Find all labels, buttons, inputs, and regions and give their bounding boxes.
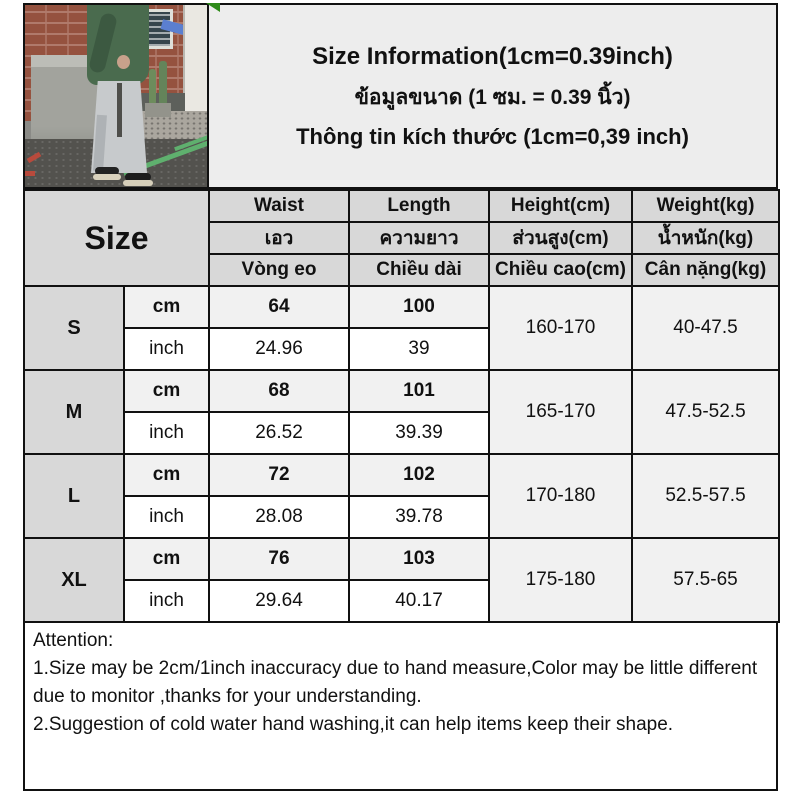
table-row-xl-cm xyxy=(24,538,779,580)
weight-range-s: 40-47.5 xyxy=(632,286,779,370)
waist-inch-m: 26.52 xyxy=(209,412,349,454)
content-area xyxy=(23,3,778,791)
photo-cactus-2 xyxy=(159,61,167,105)
length-cm-m: 101 xyxy=(349,370,489,412)
waist-cm-m: 68 xyxy=(209,370,349,412)
col-header-weight-th: น้ำหนัก(kg) xyxy=(632,222,779,254)
length-cm-s: 100 xyxy=(349,286,489,328)
col-header-waist-vi: Vòng eo xyxy=(209,254,349,286)
page-title: Size Information(1cm=0.39inch) xyxy=(312,42,673,70)
size-label-l: L xyxy=(24,454,124,538)
weight-range-xl: 57.5-65 xyxy=(632,538,779,622)
col-header-waist-th: เอว xyxy=(209,222,349,254)
photo-curb-mark-2 xyxy=(25,171,35,176)
unit-cell: cm xyxy=(124,454,209,496)
weight-range-m: 47.5-52.5 xyxy=(632,370,779,454)
length-inch-m: 39.39 xyxy=(349,412,489,454)
col-header-length-vi: Chiều dài xyxy=(349,254,489,286)
length-cm-xl: 103 xyxy=(349,538,489,580)
waist-cm-l: 72 xyxy=(209,454,349,496)
waist-inch-l: 28.08 xyxy=(209,496,349,538)
photo-person-hand xyxy=(117,55,130,69)
height-range-l: 170-180 xyxy=(489,454,632,538)
length-inch-l: 39.78 xyxy=(349,496,489,538)
waist-cm-s: 64 xyxy=(209,286,349,328)
col-header-waist: Waist xyxy=(209,190,349,222)
size-corner-header: Size xyxy=(24,190,209,286)
header-row-en xyxy=(24,190,779,222)
size-label-s: S xyxy=(24,286,124,370)
weight-range-l: 52.5-57.5 xyxy=(632,454,779,538)
height-range-xl: 175-180 xyxy=(489,538,632,622)
size-label-xl: XL xyxy=(24,538,124,622)
col-header-weight: Weight(kg) xyxy=(632,190,779,222)
top-section xyxy=(23,3,778,189)
unit-cell: cm xyxy=(124,286,209,328)
title-panel xyxy=(209,3,778,189)
green-corner-accent xyxy=(206,3,220,12)
unit-cell: inch xyxy=(124,496,209,538)
col-header-length: Length xyxy=(349,190,489,222)
attention-heading: Attention: xyxy=(33,630,114,651)
waist-inch-s: 24.96 xyxy=(209,328,349,370)
table-row-m-cm xyxy=(24,370,779,412)
waist-cm-xl: 76 xyxy=(209,538,349,580)
page-title-vietnamese: Thông tin kích thước (1cm=0,39 inch) xyxy=(296,123,689,149)
unit-cell: inch xyxy=(124,412,209,454)
unit-cell: inch xyxy=(124,580,209,622)
col-header-weight-vi: Cân nặng(kg) xyxy=(632,254,779,286)
height-range-m: 165-170 xyxy=(489,370,632,454)
col-header-height-vi: Chiều cao(cm) xyxy=(489,254,632,286)
waist-inch-xl: 29.64 xyxy=(209,580,349,622)
table-row-s-cm xyxy=(24,286,779,328)
size-table xyxy=(23,189,780,623)
height-range-s: 160-170 xyxy=(489,286,632,370)
length-inch-xl: 40.17 xyxy=(349,580,489,622)
length-cm-l: 102 xyxy=(349,454,489,496)
photo-shoe-sole-left xyxy=(93,174,121,180)
attention-box xyxy=(23,623,778,791)
photo-plant-pot xyxy=(145,103,171,117)
unit-cell: inch xyxy=(124,328,209,370)
unit-cell: cm xyxy=(124,538,209,580)
size-label-m: M xyxy=(24,370,124,454)
col-header-height: Height(cm) xyxy=(489,190,632,222)
length-inch-s: 39 xyxy=(349,328,489,370)
photo-cactus xyxy=(149,69,156,105)
table-row-l-cm xyxy=(24,454,779,496)
unit-cell: cm xyxy=(124,370,209,412)
col-header-length-th: ความยาว xyxy=(349,222,489,254)
product-photo xyxy=(23,3,209,189)
photo-pants-drawstring xyxy=(117,83,122,137)
attention-note-2: 2.Suggestion of cold water hand washing,it can help items keep their shape. xyxy=(33,714,674,735)
attention-note-1: 1.Size may be 2cm/1inch inaccuracy due to hand measure,Color may be little different due to monitor ,thanks for your understanding. xyxy=(33,658,758,707)
photo-shoe-sole-right xyxy=(123,180,153,186)
col-header-height-th: ส่วนสูง(cm) xyxy=(489,222,632,254)
page-title-thai: ข้อมูลขนาด (1 ซม. = 0.39 นิ้ว) xyxy=(354,85,631,109)
